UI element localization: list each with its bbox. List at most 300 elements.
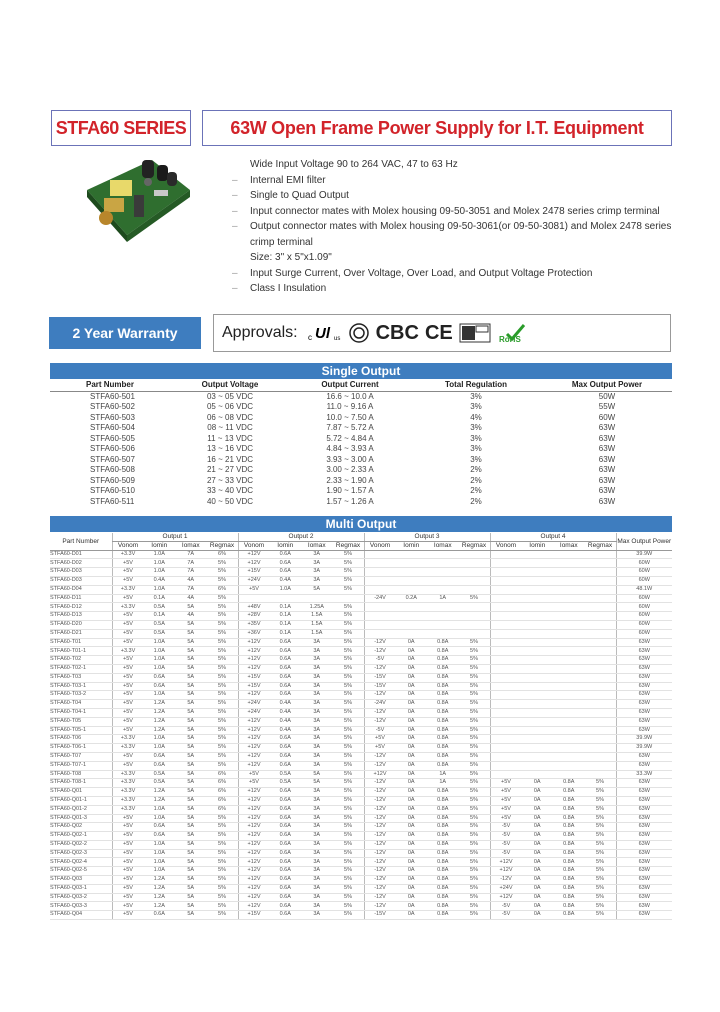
table-cell: +12V	[490, 867, 522, 876]
smart-logo-icon	[459, 322, 491, 344]
table-cell: 0.6A	[270, 867, 302, 876]
table-row	[50, 568, 672, 577]
table-cell: 0.8A	[427, 744, 459, 753]
table-cell: +12V	[238, 840, 270, 849]
table-cell	[522, 638, 554, 647]
table-cell: 0.8A	[427, 902, 459, 911]
table-cell	[364, 612, 396, 621]
table-cell: STFA60-Q03-2	[50, 893, 112, 902]
table-cell: STFA60-T01	[50, 638, 112, 647]
table-cell	[585, 735, 617, 744]
table-cell: +12V	[238, 664, 270, 673]
table-cell: 0A	[396, 779, 428, 788]
table-cell: 5%	[333, 700, 365, 709]
table-cell: +12V	[364, 770, 396, 779]
table-row	[50, 779, 672, 788]
table-cell: +3.3V	[112, 603, 144, 612]
table-cell: 5A	[175, 893, 207, 902]
series-title: STFA60 SERIES	[55, 117, 187, 138]
table-cell: 0.6A	[144, 673, 176, 682]
table-cell: 0.1A	[144, 594, 176, 603]
table-cell	[490, 752, 522, 761]
table-cell: 1.0A	[144, 559, 176, 568]
table-cell: -12V	[364, 893, 396, 902]
table-cell: STFA60-Q04	[50, 911, 112, 920]
table-cell: STFA60-506	[90, 444, 135, 454]
table-cell: +15V	[238, 911, 270, 920]
table-cell: -12V	[364, 708, 396, 717]
table-cell: 0.6A	[144, 761, 176, 770]
table-cell: -24V	[364, 594, 396, 603]
table-cell: 5A	[175, 744, 207, 753]
table-cell: 5A	[175, 796, 207, 805]
column-header: Max Output Power	[616, 533, 672, 550]
column-subheader: Iomax	[553, 541, 585, 550]
table-cell: 5%	[585, 849, 617, 858]
table-cell: 5A	[175, 805, 207, 814]
table-cell: -12V	[364, 858, 396, 867]
table-cell: 0.6A	[270, 735, 302, 744]
table-cell: 0.8A	[553, 902, 585, 911]
table-cell: STFA60-501	[90, 391, 135, 401]
table-cell: 5%	[459, 691, 491, 700]
table-cell	[553, 691, 585, 700]
table-cell: 1.2A	[144, 788, 176, 797]
table-cell: 5%	[207, 735, 239, 744]
table-cell: 3A	[301, 832, 333, 841]
table-cell: 5%	[333, 770, 365, 779]
table-cell: +5V	[112, 726, 144, 735]
table-cell: 5%	[459, 708, 491, 717]
table-cell	[490, 700, 522, 709]
table-cell: STFA60-T03-1	[50, 682, 112, 691]
table-cell: 0.8A	[553, 867, 585, 876]
table-cell	[427, 559, 459, 568]
table-cell: 0.6A	[270, 911, 302, 920]
table-cell: 5%	[585, 788, 617, 797]
table-cell: 0.8A	[427, 761, 459, 770]
table-cell: 60W	[616, 559, 672, 568]
table-cell: 1.0A	[144, 550, 176, 559]
table-cell: 0.8A	[427, 840, 459, 849]
table-cell: 5%	[333, 664, 365, 673]
table-cell: +3.3V	[112, 550, 144, 559]
table-cell: -15V	[364, 673, 396, 682]
table-cell	[490, 620, 522, 629]
table-cell	[364, 576, 396, 585]
table-cell: -12V	[364, 752, 396, 761]
table-cell: 5%	[207, 656, 239, 665]
table-cell: 5%	[207, 814, 239, 823]
table-cell: +12V	[238, 805, 270, 814]
table-cell: 2%	[470, 465, 482, 475]
table-cell	[553, 559, 585, 568]
table-cell	[396, 620, 428, 629]
table-row	[50, 717, 672, 726]
table-cell: 1.0A	[144, 840, 176, 849]
table-cell	[585, 620, 617, 629]
table-cell: 0.1A	[270, 620, 302, 629]
table-cell: 5%	[207, 664, 239, 673]
table-cell: +15V	[238, 682, 270, 691]
table-cell: 5A	[175, 673, 207, 682]
table-row	[50, 832, 672, 841]
table-cell: +24V	[238, 576, 270, 585]
table-cell: +5V	[112, 576, 144, 585]
table-cell: 0A	[396, 902, 428, 911]
table-cell: STFA60-Q02-2	[50, 840, 112, 849]
table-row	[50, 603, 672, 612]
table-cell: +12V	[490, 858, 522, 867]
table-cell: 5%	[207, 832, 239, 841]
table-cell: 5%	[207, 559, 239, 568]
table-row	[50, 849, 672, 858]
table-row	[50, 486, 672, 497]
table-cell: 5%	[459, 858, 491, 867]
page-title-box	[202, 110, 672, 146]
column-header: Total Regulation	[410, 380, 542, 391]
feature-item: Wide Input Voltage 90 to 264 VAC, 47 to 63 Hz	[250, 159, 458, 170]
table-cell: +5V	[112, 664, 144, 673]
table-cell: -12V	[364, 867, 396, 876]
table-cell: 4A	[175, 612, 207, 621]
table-cell: 5A	[175, 735, 207, 744]
table-cell	[553, 700, 585, 709]
table-cell: 0A	[396, 814, 428, 823]
table-cell	[522, 735, 554, 744]
table-cell: 5%	[459, 761, 491, 770]
table-cell: 5%	[333, 603, 365, 612]
table-cell	[490, 770, 522, 779]
table-cell: 5%	[459, 735, 491, 744]
table-row	[50, 682, 672, 691]
table-cell: -12V	[364, 840, 396, 849]
table-cell: 63W	[616, 788, 672, 797]
table-cell: 40 ~ 50 VDC	[206, 496, 254, 506]
table-row	[50, 814, 672, 823]
table-cell: -12V	[490, 876, 522, 885]
table-cell	[553, 629, 585, 638]
table-cell: +5V	[490, 805, 522, 814]
table-cell	[585, 752, 617, 761]
table-cell	[522, 700, 554, 709]
table-cell: +5V	[112, 911, 144, 920]
table-cell: 0.8A	[427, 726, 459, 735]
column-subheader: Regmax	[333, 541, 365, 550]
table-cell: +5V	[112, 700, 144, 709]
table-cell	[553, 620, 585, 629]
table-cell: 0A	[522, 796, 554, 805]
table-cell	[396, 629, 428, 638]
table-cell: 63W	[616, 682, 672, 691]
table-cell: 1.2A	[144, 876, 176, 885]
multi-sub-row	[50, 541, 672, 550]
table-cell: +12V	[238, 893, 270, 902]
table-cell: STFA60-Q03	[50, 876, 112, 885]
table-cell: +3.3V	[112, 779, 144, 788]
table-cell: +5V	[112, 761, 144, 770]
table-cell: 3A	[301, 876, 333, 885]
table-cell: 5%	[333, 691, 365, 700]
table-cell: 5%	[585, 858, 617, 867]
table-cell: -5V	[364, 656, 396, 665]
table-cell	[585, 700, 617, 709]
column-header: Output 2	[238, 533, 364, 541]
table-cell: STFA60-Q03-1	[50, 884, 112, 893]
table-cell: -12V	[364, 876, 396, 885]
column-subheader: Regmax	[459, 541, 491, 550]
table-cell: -12V	[364, 647, 396, 656]
table-cell: +5V	[112, 884, 144, 893]
table-cell: 1.2A	[144, 708, 176, 717]
table-cell: 0.6A	[270, 682, 302, 691]
table-cell: 63W	[616, 638, 672, 647]
table-cell: 39.9W	[616, 550, 672, 559]
table-cell	[522, 612, 554, 621]
table-cell: 0.4A	[270, 726, 302, 735]
table-cell: +12V	[238, 550, 270, 559]
table-cell: 63W	[616, 832, 672, 841]
table-cell: 0.8A	[427, 796, 459, 805]
table-cell: 11 ~ 13 VDC	[207, 433, 253, 443]
table-row	[50, 402, 672, 413]
table-cell: 5%	[333, 832, 365, 841]
table-row	[50, 594, 672, 603]
table-cell: 2%	[470, 475, 482, 485]
table-cell: 0.5A	[144, 629, 176, 638]
table-cell: 6%	[207, 550, 239, 559]
table-cell: 3A	[301, 673, 333, 682]
table-cell: +12V	[238, 559, 270, 568]
table-cell: 0.6A	[270, 691, 302, 700]
table-cell: +5V	[112, 858, 144, 867]
table-cell: +3.3V	[112, 796, 144, 805]
table-row	[50, 576, 672, 585]
table-cell: 5%	[333, 867, 365, 876]
table-cell: -5V	[490, 849, 522, 858]
table-cell	[364, 620, 396, 629]
table-cell	[396, 585, 428, 594]
table-cell: 5%	[459, 673, 491, 682]
table-cell: 4.84 ~ 3.93 A	[326, 444, 374, 454]
table-cell: -12V	[364, 884, 396, 893]
table-cell: STFA60-T06-1	[50, 744, 112, 753]
table-cell: STFA60-508	[90, 465, 135, 475]
column-subheader: Vonom	[112, 541, 144, 550]
table-cell: 5%	[207, 840, 239, 849]
table-cell: 5A	[175, 849, 207, 858]
table-cell: 0A	[396, 805, 428, 814]
table-row	[50, 612, 672, 621]
table-cell: 63W	[616, 814, 672, 823]
table-cell: STFA60-D11	[50, 594, 112, 603]
table-row	[50, 840, 672, 849]
table-cell: 5A	[175, 603, 207, 612]
table-cell	[490, 629, 522, 638]
table-cell: 1.0A	[144, 735, 176, 744]
table-cell: 0A	[396, 656, 428, 665]
table-cell: 60W	[616, 603, 672, 612]
table-row	[50, 691, 672, 700]
table-cell: 5%	[585, 867, 617, 876]
table-cell: STFA60-Q01-1	[50, 796, 112, 805]
table-cell: 0.8A	[553, 823, 585, 832]
table-cell: 5%	[459, 647, 491, 656]
table-cell: +3.3V	[112, 744, 144, 753]
table-cell: 5%	[207, 893, 239, 902]
table-cell: 06 ~ 08 VDC	[206, 412, 254, 422]
table-cell: 5%	[459, 726, 491, 735]
table-cell: 5%	[333, 638, 365, 647]
table-cell: 0.8A	[427, 752, 459, 761]
table-cell: 0.6A	[270, 550, 302, 559]
table-cell: +5V	[112, 620, 144, 629]
table-cell: 1.0A	[144, 744, 176, 753]
table-cell: 5%	[333, 849, 365, 858]
table-cell: -12V	[364, 814, 396, 823]
table-cell: +5V	[112, 823, 144, 832]
table-cell: STFA60-T02	[50, 656, 112, 665]
table-cell: 60W	[616, 629, 672, 638]
table-cell: +5V	[112, 612, 144, 621]
table-cell: 0.6A	[270, 814, 302, 823]
table-row	[50, 761, 672, 770]
table-cell: +5V	[112, 752, 144, 761]
table-cell: 63W	[616, 726, 672, 735]
table-cell: 0.6A	[270, 823, 302, 832]
table-cell: 63W	[616, 761, 672, 770]
table-row	[50, 796, 672, 805]
table-cell: 0A	[522, 876, 554, 885]
column-header: Output 4	[490, 533, 616, 541]
table-cell: 1.2A	[144, 726, 176, 735]
table-cell: +36V	[238, 629, 270, 638]
single-header-row	[50, 380, 672, 391]
table-cell: 1.0A	[144, 867, 176, 876]
table-cell: STFA60-505	[90, 433, 135, 443]
table-cell: +5V	[112, 673, 144, 682]
table-cell: -12V	[364, 664, 396, 673]
multi-group-row	[50, 533, 672, 541]
table-cell: 0A	[396, 735, 428, 744]
table-row	[50, 858, 672, 867]
table-cell: 3A	[301, 744, 333, 753]
table-cell	[553, 726, 585, 735]
table-cell: 5%	[459, 832, 491, 841]
table-cell: 5A	[301, 779, 333, 788]
table-cell: 5%	[333, 779, 365, 788]
table-cell: 0A	[396, 717, 428, 726]
table-row	[50, 788, 672, 797]
table-cell: 1.2A	[144, 884, 176, 893]
table-cell: +5V	[238, 585, 270, 594]
table-cell: 5%	[459, 744, 491, 753]
table-cell	[585, 656, 617, 665]
table-cell: 0A	[522, 867, 554, 876]
table-cell: 5A	[175, 770, 207, 779]
table-cell: 5A	[175, 620, 207, 629]
table-row	[50, 629, 672, 638]
table-cell: 5A	[175, 656, 207, 665]
table-cell: +24V	[238, 708, 270, 717]
table-cell: 5%	[207, 568, 239, 577]
table-cell: 0.8A	[553, 858, 585, 867]
table-cell: 5A	[175, 823, 207, 832]
table-cell: 5A	[175, 788, 207, 797]
table-cell: 0.4A	[270, 576, 302, 585]
table-cell: 0A	[522, 884, 554, 893]
table-cell	[522, 770, 554, 779]
table-cell: STFA60-Q02-4	[50, 858, 112, 867]
table-cell: 6%	[207, 805, 239, 814]
column-header: Output Voltage	[170, 380, 290, 391]
table-cell: 3%	[470, 444, 482, 454]
table-cell: 5A	[175, 647, 207, 656]
table-cell: +12V	[238, 867, 270, 876]
table-cell: 5%	[207, 902, 239, 911]
table-cell: 5%	[207, 761, 239, 770]
table-cell	[522, 752, 554, 761]
table-cell: +5V	[364, 735, 396, 744]
table-cell: +15V	[238, 673, 270, 682]
table-cell: 3A	[301, 717, 333, 726]
table-cell: 0.5A	[270, 779, 302, 788]
table-cell	[364, 550, 396, 559]
table-cell: 5%	[207, 717, 239, 726]
table-cell: 5%	[459, 788, 491, 797]
table-cell: 5%	[459, 849, 491, 858]
table-cell: 63W	[616, 858, 672, 867]
table-cell: 7A	[175, 559, 207, 568]
table-cell: 0.8A	[553, 893, 585, 902]
table-cell	[490, 656, 522, 665]
table-cell: 7.87 ~ 5.72 A	[326, 423, 374, 433]
table-cell: +5V	[112, 656, 144, 665]
table-cell	[553, 594, 585, 603]
table-cell: -12V	[364, 805, 396, 814]
table-cell: 5%	[207, 691, 239, 700]
table-cell	[490, 664, 522, 673]
column-header: Output 1	[112, 533, 238, 541]
table-row	[50, 664, 672, 673]
table-cell: 50W	[598, 391, 616, 401]
svg-text:us: us	[333, 336, 340, 342]
table-cell	[427, 620, 459, 629]
table-cell	[553, 735, 585, 744]
table-cell: +5V	[112, 814, 144, 823]
table-cell: 3A	[301, 576, 333, 585]
table-cell: 63W	[616, 664, 672, 673]
table-cell: 0.1A	[270, 629, 302, 638]
table-cell: 63W	[616, 673, 672, 682]
table-cell	[396, 603, 428, 612]
table-cell	[490, 647, 522, 656]
table-cell: 1.25A	[301, 603, 333, 612]
table-cell	[585, 708, 617, 717]
table-cell: 63W	[616, 823, 672, 832]
table-cell: 0.8A	[553, 779, 585, 788]
table-cell: 63W	[598, 454, 616, 464]
table-cell	[585, 726, 617, 735]
table-cell: -5V	[490, 911, 522, 920]
column-subheader: Vonom	[238, 541, 270, 550]
table-row	[50, 647, 672, 656]
table-cell: 5%	[207, 629, 239, 638]
table-cell: 1.2A	[144, 902, 176, 911]
table-cell	[553, 664, 585, 673]
table-row	[50, 744, 672, 753]
table-cell: STFA60-511	[90, 496, 135, 506]
